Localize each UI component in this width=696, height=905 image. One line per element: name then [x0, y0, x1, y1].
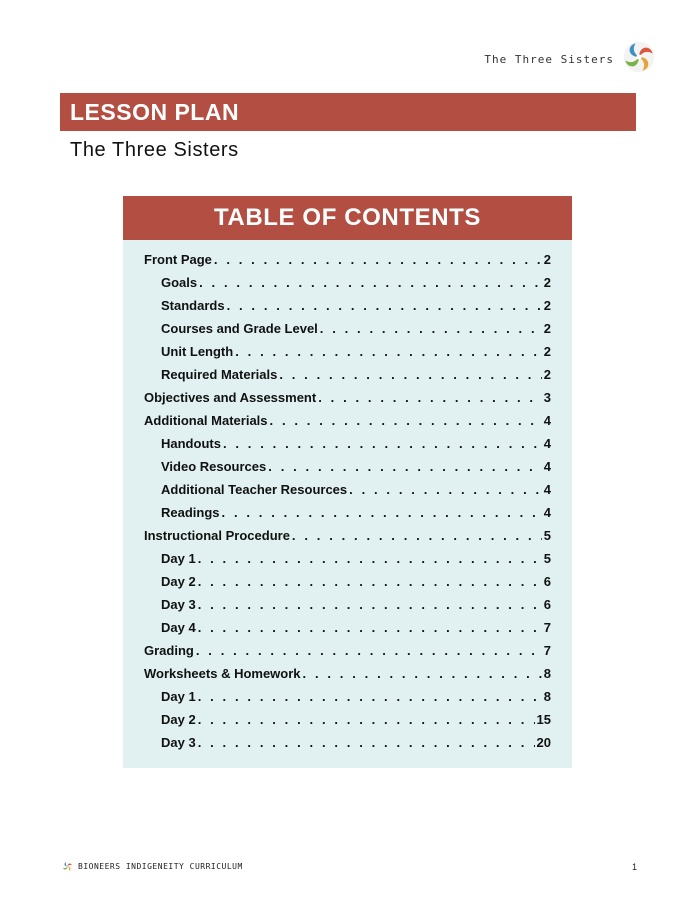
- toc-dot-leader: [235, 344, 542, 359]
- toc-heading: TABLE OF CONTENTS: [213, 204, 482, 231]
- toc-entry[interactable]: [144, 551, 551, 574]
- toc-entry[interactable]: [144, 252, 551, 275]
- toc-list: [123, 240, 572, 758]
- toc-dot-leader: [196, 643, 542, 658]
- toc-entry-label: Handouts: [161, 436, 221, 451]
- footer: [62, 861, 243, 872]
- toc-dot-leader: [222, 505, 542, 520]
- toc-entry-page: 4: [543, 505, 551, 520]
- toc-entry-label: Day 3: [161, 735, 196, 750]
- toc-entry-label: Courses and Grade Level: [161, 321, 318, 336]
- table-of-contents: [123, 196, 572, 768]
- toc-entry[interactable]: [144, 528, 551, 551]
- toc-entry-label: Standards: [161, 298, 225, 313]
- toc-entry-label: Readings: [161, 505, 220, 520]
- toc-dot-leader: [227, 298, 542, 313]
- toc-entry-page: 2: [543, 252, 551, 267]
- toc-entry-label: Front Page: [144, 252, 212, 267]
- toc-entry-page: 2: [543, 367, 551, 382]
- toc-entry-label: Additional Teacher Resources: [161, 482, 348, 497]
- toc-entry-page: 5: [543, 551, 551, 566]
- toc-dot-leader: [223, 436, 542, 451]
- toc-entry-page: 8: [543, 666, 551, 681]
- toc-entry[interactable]: [144, 413, 551, 436]
- toc-entry-page: 2: [543, 275, 551, 290]
- page-number: 1: [631, 862, 637, 872]
- toc-entry-label: Day 2: [161, 712, 196, 727]
- toc-entry-label: Grading: [144, 643, 194, 658]
- toc-entry-label: Day 3: [161, 597, 196, 612]
- toc-entry-label: Required Materials: [161, 367, 278, 382]
- toc-entry-page: 4: [543, 436, 551, 451]
- toc-entry-page: 2: [543, 321, 551, 336]
- toc-entry[interactable]: [144, 597, 551, 620]
- toc-dot-leader: [279, 367, 541, 382]
- toc-dot-leader: [198, 574, 542, 589]
- lesson-subtitle: The Three Sisters: [70, 139, 239, 161]
- toc-entry[interactable]: [144, 390, 551, 413]
- toc-entry-page: 7: [543, 643, 551, 658]
- toc-entry[interactable]: [144, 482, 551, 505]
- toc-entry[interactable]: [144, 620, 551, 643]
- toc-entry-label: Day 1: [161, 689, 196, 704]
- toc-header: [123, 196, 572, 240]
- spiral-logo-icon: [622, 40, 656, 74]
- toc-dot-leader: [198, 689, 542, 704]
- toc-dot-leader: [270, 413, 542, 428]
- toc-entry-label: Video Resources: [161, 459, 267, 474]
- toc-dot-leader: [198, 551, 542, 566]
- toc-entry-page: 20: [536, 735, 551, 750]
- toc-entry-page: 3: [543, 390, 551, 405]
- toc-dot-leader: [198, 712, 535, 727]
- toc-entry-label: Worksheets & Homework: [144, 666, 301, 681]
- toc-entry[interactable]: [144, 666, 551, 689]
- toc-entry[interactable]: [144, 712, 551, 735]
- toc-dot-leader: [268, 459, 542, 474]
- toc-entry-label: Unit Length: [161, 344, 234, 359]
- toc-dot-leader: [320, 321, 542, 336]
- toc-entry[interactable]: [144, 459, 551, 482]
- toc-dot-leader: [198, 597, 542, 612]
- toc-entry[interactable]: [144, 505, 551, 528]
- toc-entry-page: 2: [543, 298, 551, 313]
- header-brand: [484, 40, 656, 74]
- toc-dot-leader: [214, 252, 542, 267]
- banner-title: LESSON PLAN: [70, 98, 240, 125]
- toc-entry-page: 5: [543, 528, 551, 543]
- toc-entry-page: 4: [543, 482, 551, 497]
- toc-entry-page: 4: [543, 459, 551, 474]
- toc-entry[interactable]: [144, 275, 551, 298]
- toc-entry-label: Additional Materials: [144, 413, 268, 428]
- toc-entry[interactable]: [144, 321, 551, 344]
- toc-dot-leader: [303, 666, 542, 681]
- toc-entry[interactable]: [144, 298, 551, 321]
- toc-entry-page: 7: [543, 620, 551, 635]
- toc-entry-page: 8: [543, 689, 551, 704]
- lesson-plan-banner: [60, 93, 636, 131]
- toc-entry[interactable]: [144, 643, 551, 666]
- toc-entry-page: 2: [543, 344, 551, 359]
- toc-dot-leader: [199, 275, 542, 290]
- toc-entry-page: 4: [543, 413, 551, 428]
- spiral-logo-icon: [62, 861, 73, 872]
- toc-entry-label: Instructional Procedure: [144, 528, 290, 543]
- toc-dot-leader: [292, 528, 542, 543]
- toc-entry-label: Day 4: [161, 620, 196, 635]
- toc-dot-leader: [198, 620, 542, 635]
- toc-dot-leader: [318, 390, 542, 405]
- toc-entry-page: 6: [543, 597, 551, 612]
- toc-entry-page: 15: [536, 712, 551, 727]
- footer-text: BIONEERS INDIGENEITY CURRICULUM: [78, 862, 243, 871]
- toc-entry-label: Day 1: [161, 551, 196, 566]
- toc-entry-label: Goals: [161, 275, 198, 290]
- toc-entry[interactable]: [144, 436, 551, 459]
- toc-entry-label: Day 2: [161, 574, 196, 589]
- toc-entry[interactable]: [144, 689, 551, 712]
- toc-dot-leader: [198, 735, 535, 750]
- toc-entry[interactable]: [144, 344, 551, 367]
- toc-entry[interactable]: [144, 735, 551, 758]
- toc-entry[interactable]: [144, 574, 551, 597]
- toc-entry-label: Objectives and Assessment: [144, 390, 317, 405]
- brand-text: The Three Sisters: [484, 52, 614, 66]
- toc-dot-leader: [349, 482, 542, 497]
- toc-entry-page: 6: [543, 574, 551, 589]
- toc-entry[interactable]: [144, 367, 551, 390]
